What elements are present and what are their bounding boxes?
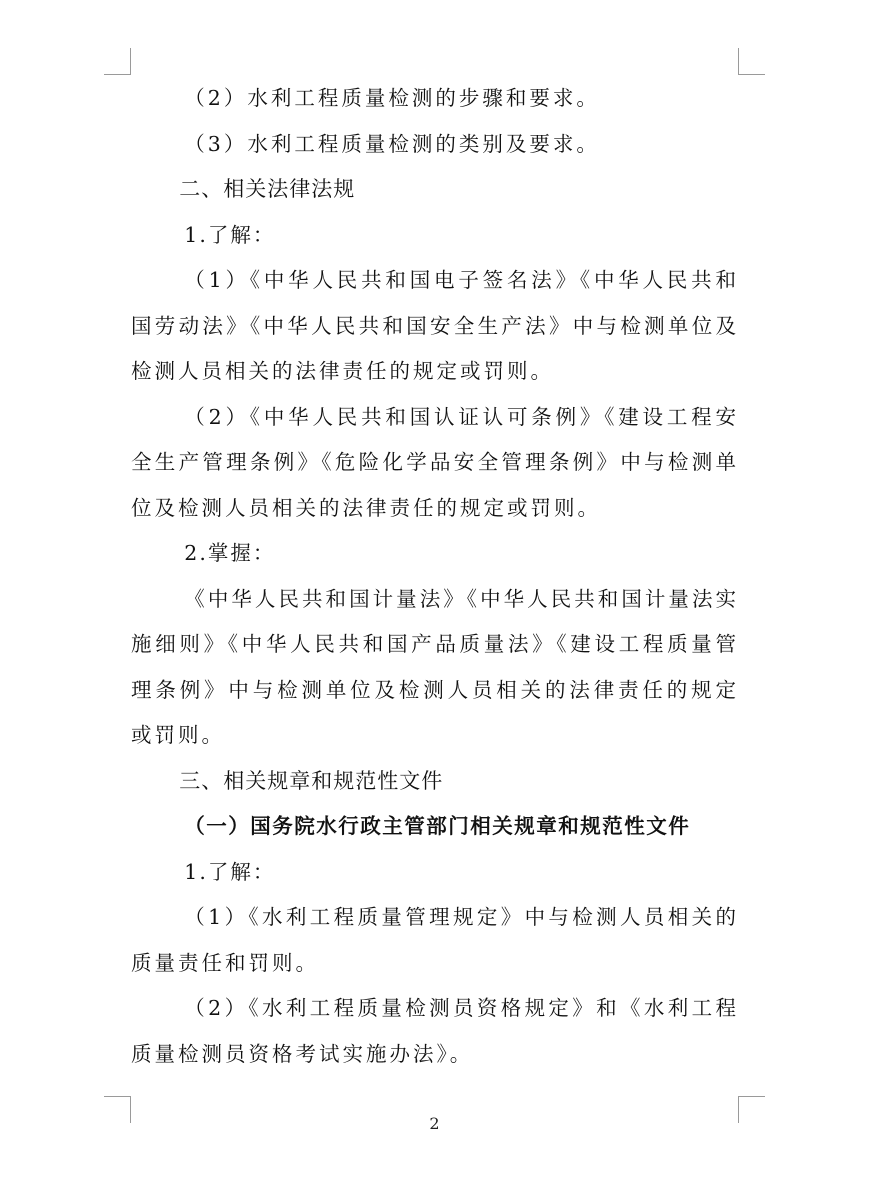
subsection-heading-rules: （一）国务院水行政主管部门相关规章和规范性文件 xyxy=(184,814,691,838)
paragraph-rules-understand-2: （2）《水利工程质量检测员资格规定》和《水利工程质量检测员资格考试实施办法》。 xyxy=(131,996,739,1066)
section-heading-rules: 三、相关规章和规范性文件 xyxy=(179,768,444,793)
paragraph-laws-master-1: 《中华人民共和国计量法》《中华人民共和国计量法实施细则》《中华人民共和国产品质量法》《建设工程质量管理条例》中与检测单位及检测人员相关的法律责任的规定或罚则。 xyxy=(131,586,739,747)
paragraph-rules-understand-1: （1）《水利工程质量管理规定》中与检测人员相关的质量责任和罚则。 xyxy=(131,905,739,975)
rules-understand-label: 1.了解： xyxy=(184,859,276,884)
crop-mark-top-left xyxy=(104,48,131,75)
section-heading-laws: 二、相关法律法规 xyxy=(179,177,356,201)
paragraph-laws-understand-2: （2）《中华人民共和国认证认可条例》《建设工程安全生产管理条例》《危险化学品安全管理条例》中与检测单位及检测人员相关的法律责任的规定或罚则。 xyxy=(131,404,739,520)
paragraph-inspection-steps: （2）水利工程质量检测的步骤和要求。 xyxy=(184,86,600,110)
document-body xyxy=(131,76,739,1077)
crop-mark-top-right xyxy=(738,48,765,75)
laws-understand-label: 1.了解： xyxy=(184,222,276,247)
paragraph-laws-understand-1: （1）《中华人民共和国电子签名法》《中华人民共和国劳动法》《中华人民共和国安全生产法》中与检测单位及检测人员相关的法律责任的规定或罚则。 xyxy=(131,268,739,383)
paragraph-inspection-categories: （3）水利工程质量检测的类别及要求。 xyxy=(184,131,600,156)
laws-master-label: 2.掌握： xyxy=(184,541,276,565)
page-number: 2 xyxy=(429,1114,440,1133)
